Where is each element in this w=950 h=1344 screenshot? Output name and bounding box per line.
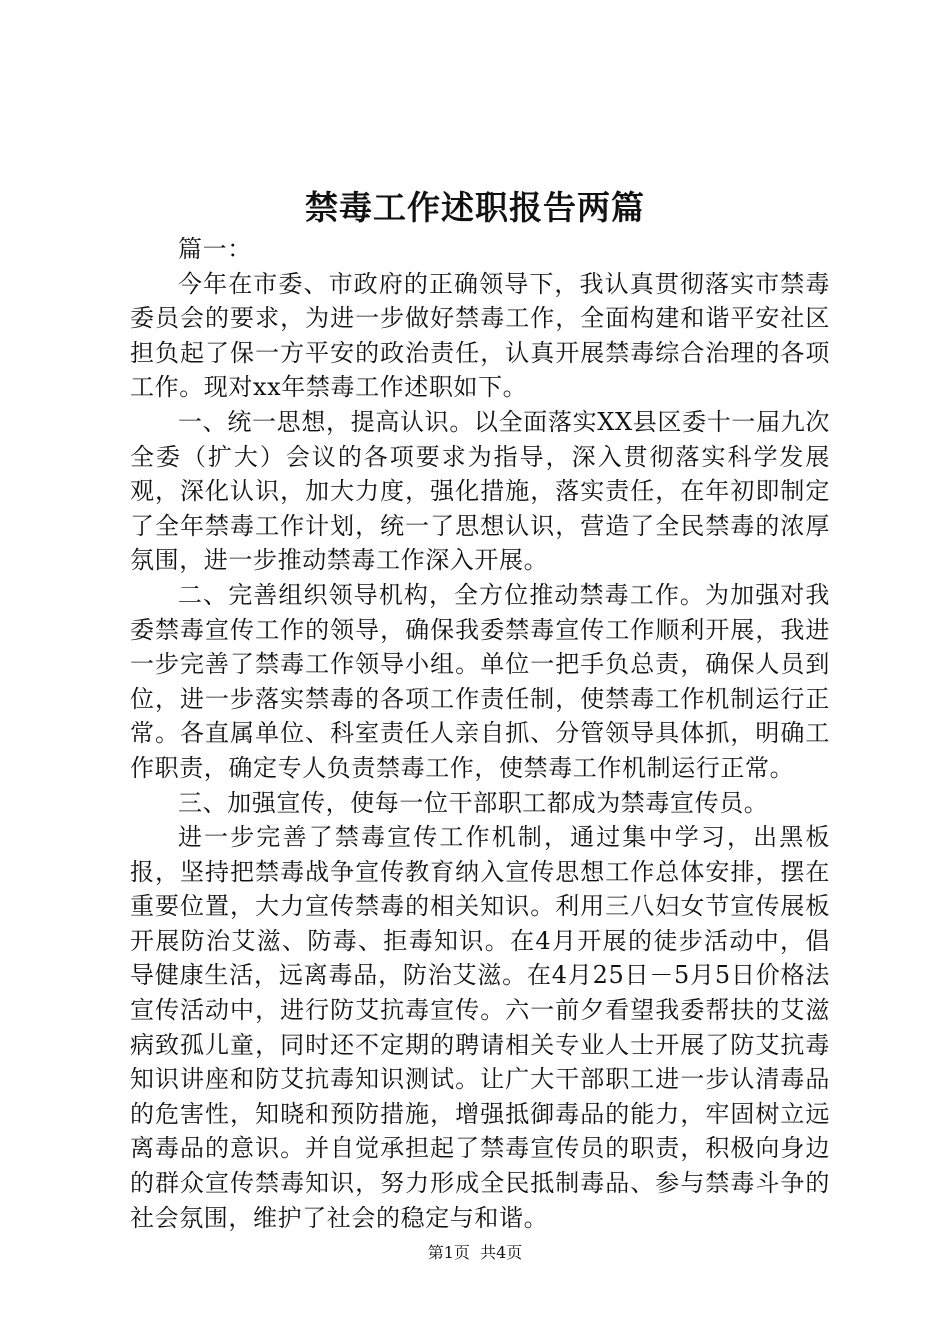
paragraph-point-2: 二、完善组织领导机构，全方位推动禁毒工作。为加强对我委禁毒宣传工作的领导，确保我委禁毒宣传工作顺利开展，我进一步完善了禁毒工作领导小组。单位一把手负总责，确保人员到位，进一步落实禁毒的各项工作责任制，使禁毒工作机制运行正常。各直属单位、科室责任人亲自抓、分管领导具体抓，明确工作职责，确定专人负责禁毒工作，使禁毒工作机制运行正常。 — [130, 580, 830, 782]
paragraph-point-3-body: 进一步完善了禁毒宣传工作机制，通过集中学习，出黑板报，坚持把禁毒战争宣传教育纳入宣传思想工作总体安排，摆在重要位置，大力宣传禁毒的相关知识。利用三八妇女节宣传展板开展防治艾滋、防毒、拒毒知识。在4月开展的徒步活动中，倡导健康生活，远离毒品，防治艾滋。在4月25日－5月5日价格法宣传活动中，进行防艾抗毒宣传。六一前夕看望我委帮扶的艾滋病致孤儿童，同时还不定期的聘请相关专业人士开展了防艾抗毒知识讲座和防艾抗毒知识测试。让广大干部职工进一步认清毒品的危害性，知晓和预防措施，增强抵御毒品的能力，牢固树立远离毒品的意识。并自觉承担起了禁毒宣传员的职责，积极向身边的群众宣传禁毒知识，努力形成全民抵制毒品、参与禁毒斗争的社会氛围，维护了社会的稳定与和谐。 — [130, 823, 830, 1232]
document-body — [130, 232, 830, 1235]
page-number: 第1页 共4页 — [427, 1243, 523, 1262]
document-title: 禁毒工作述职报告两篇 — [305, 188, 645, 227]
paragraph-intro: 今年在市委、市政府的正确领导下，我认真贯彻落实市禁毒委员会的要求，为进一步做好禁毒工作，全面构建和谐平安社区担负起了保一方平安的政治责任，认真开展禁毒综合治理的各项工作。现对xx年禁毒工作述职如下。 — [130, 269, 830, 402]
section-label: 篇一： — [178, 235, 252, 263]
paragraph-point-1: 一、统一思想，提高认识。以全面落实XX县区委十一届九次全委（扩大）会议的各项要求为指导，深入贯彻落实科学发展观，深化认识，加大力度，强化措施，落实责任，在年初即制定了全年禁毒工作计划，统一了思想认识，营造了全民禁毒的浓厚氛围，进一步推动禁毒工作深入开展。 — [130, 407, 830, 575]
paragraph-point-3-heading: 三、加强宣传，使每一位干部职工都成为禁毒宣传员。 — [178, 788, 769, 817]
page-footer — [0, 1243, 950, 1263]
